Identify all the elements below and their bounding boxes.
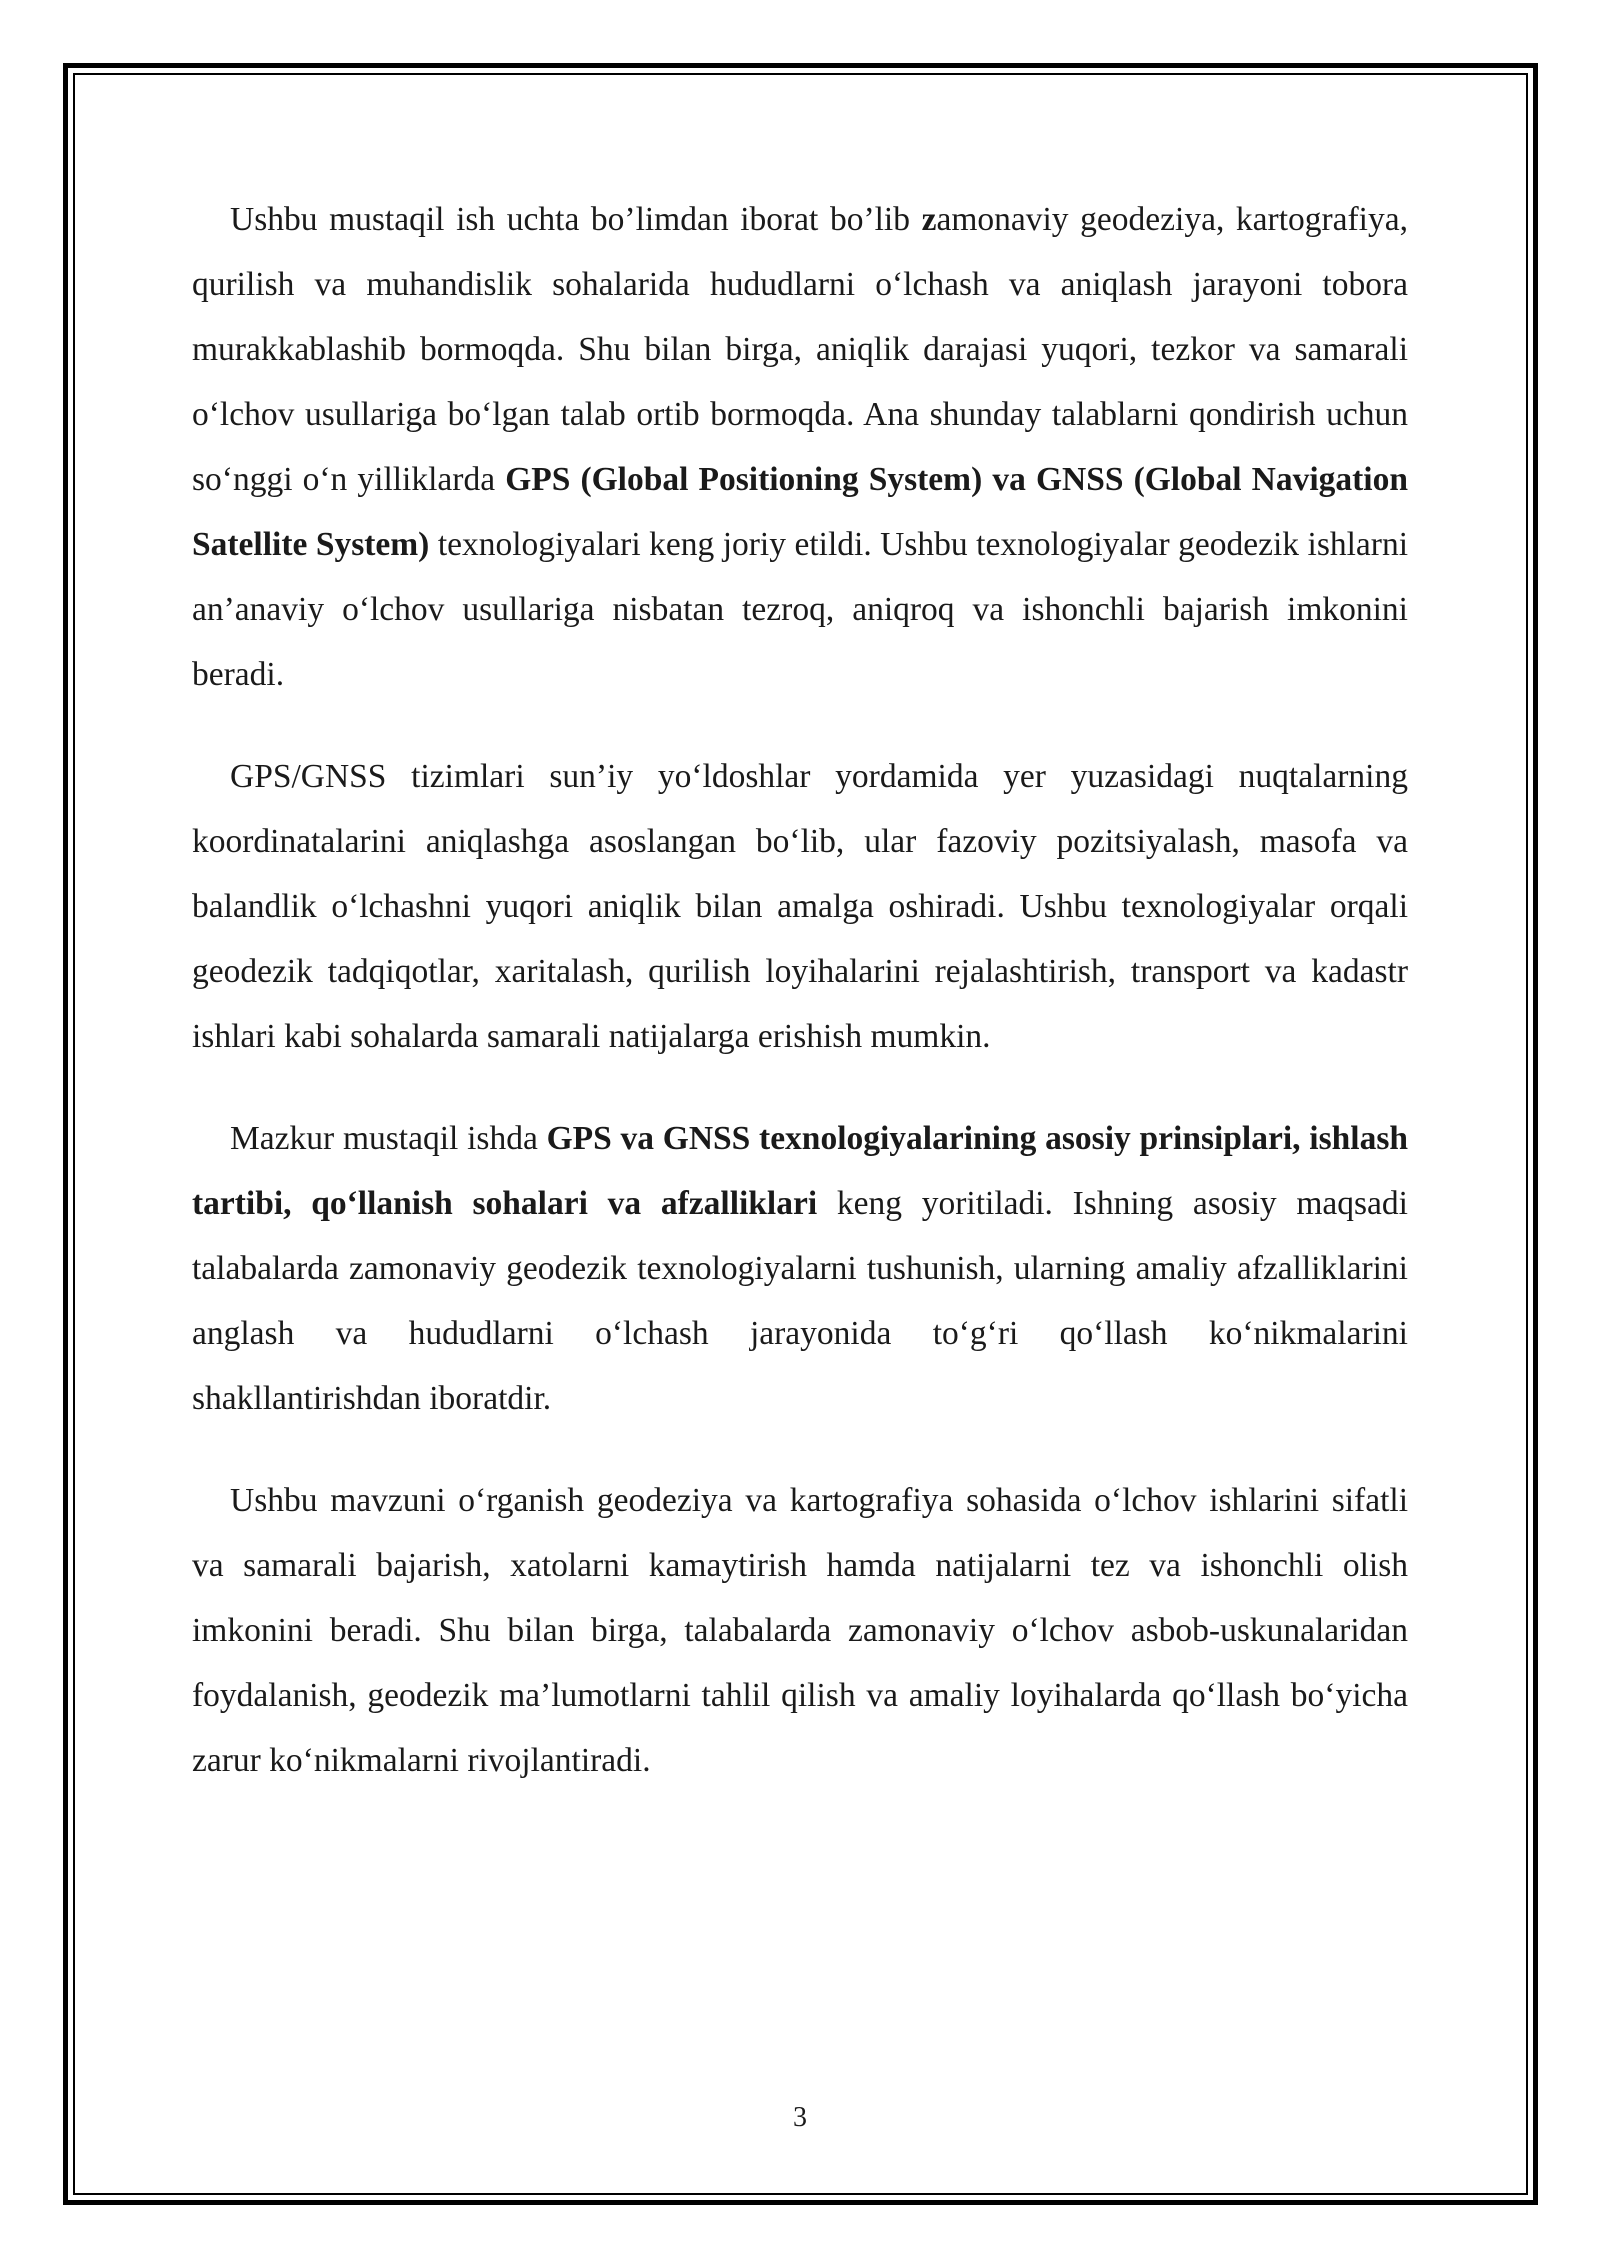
paragraph-2 [192,744,1408,1069]
paragraph-text: GPS/GNSS tizimlari sun’iy yo‘ldoshlar yordamida yer yuzasidagi nuqtalarning koordinatalarini aniqlashga asoslangan bo‘lib, ular fazoviy pozitsiyalash, masofa va balandlik o‘lchashni yuqori aniqlik bilan amalga oshiradi. Ushbu texnologiyalar orqali geodezik tadqiqotlar, xaritalash, qurilish loyihalarini rejalashtirish, transport va kadastr ishlari kabi sohalarda samarali natijalarga erishish mumkin. [192,758,1408,1055]
paragraph-1 [192,187,1408,707]
paragraph-text: amonaviy geodeziya, kartografiya, qurilish va muhandislik sohalarida hududlarni o‘lchash va aniqlash jarayoni tobora murakkablashib bormoqda. Shu bilan birga, aniqlik darajasi yuqori, tezkor va samarali o‘lchov usullariga bo‘lgan talab ortib bormoqda. Ana shunday talablarni qondirish uchun so‘nggi o‘n yilliklarda [192,201,1408,498]
paragraph-3 [192,1106,1408,1431]
paragraph-text: Ushbu mavzuni o‘rganish geodeziya va kartografiya sohasida o‘lchov ishlarini sifatli va samarali bajarish, xatolarni kamaytirish hamda natijalarni tez va ishonchli olish imkonini beradi. Shu bilan birga, talabalarda zamonaviy o‘lchov asbob-uskunalaridan foydalanish, geodezik ma’lumotlarni tahlil qilish va amaliy loyihalarda qo‘llash bo‘yicha zarur ko‘nikmalarni rivojlantiradi. [192,1482,1408,1779]
paragraph-text: keng yoritiladi. Ishning asosiy maqsadi talabalarda zamonaviy geodezik texnologiyalarni tushunish, ularning amaliy afzalliklarini anglash va hududlarni o‘lchash jarayonida to‘g‘ri qo‘llash ko‘nikmalarini shakllantirishdan iboratdir. [192,1185,1408,1417]
page-number: 3 [793,2102,807,2133]
document-body [192,187,1408,1830]
bold-text: z [921,201,937,238]
bold-text: GPS (Global Positioning System) va GNSS (Global Navigation Satellite System) [192,461,1408,563]
bold-text: GPS va GNSS texnologiyalarining asosiy prinsiplari, ishlash tartibi, qo‘llanish sohalari va afzalliklari [192,1120,1409,1222]
paragraph-4 [192,1468,1408,1793]
paragraph-text: texnologiyalari keng joriy etildi. Ushbu texnologiyalar geodezik ishlarni an’anaviy o‘lchov usullariga nisbatan tezroq, aniqroq va ishonchli bajarish imkonini beradi. [192,526,1408,693]
paragraph-text: Mazkur mustaqil ishda [230,1120,547,1157]
paragraph-text: Ushbu mustaqil ish uchta bo’limdan iborat bo’lib [230,201,922,238]
